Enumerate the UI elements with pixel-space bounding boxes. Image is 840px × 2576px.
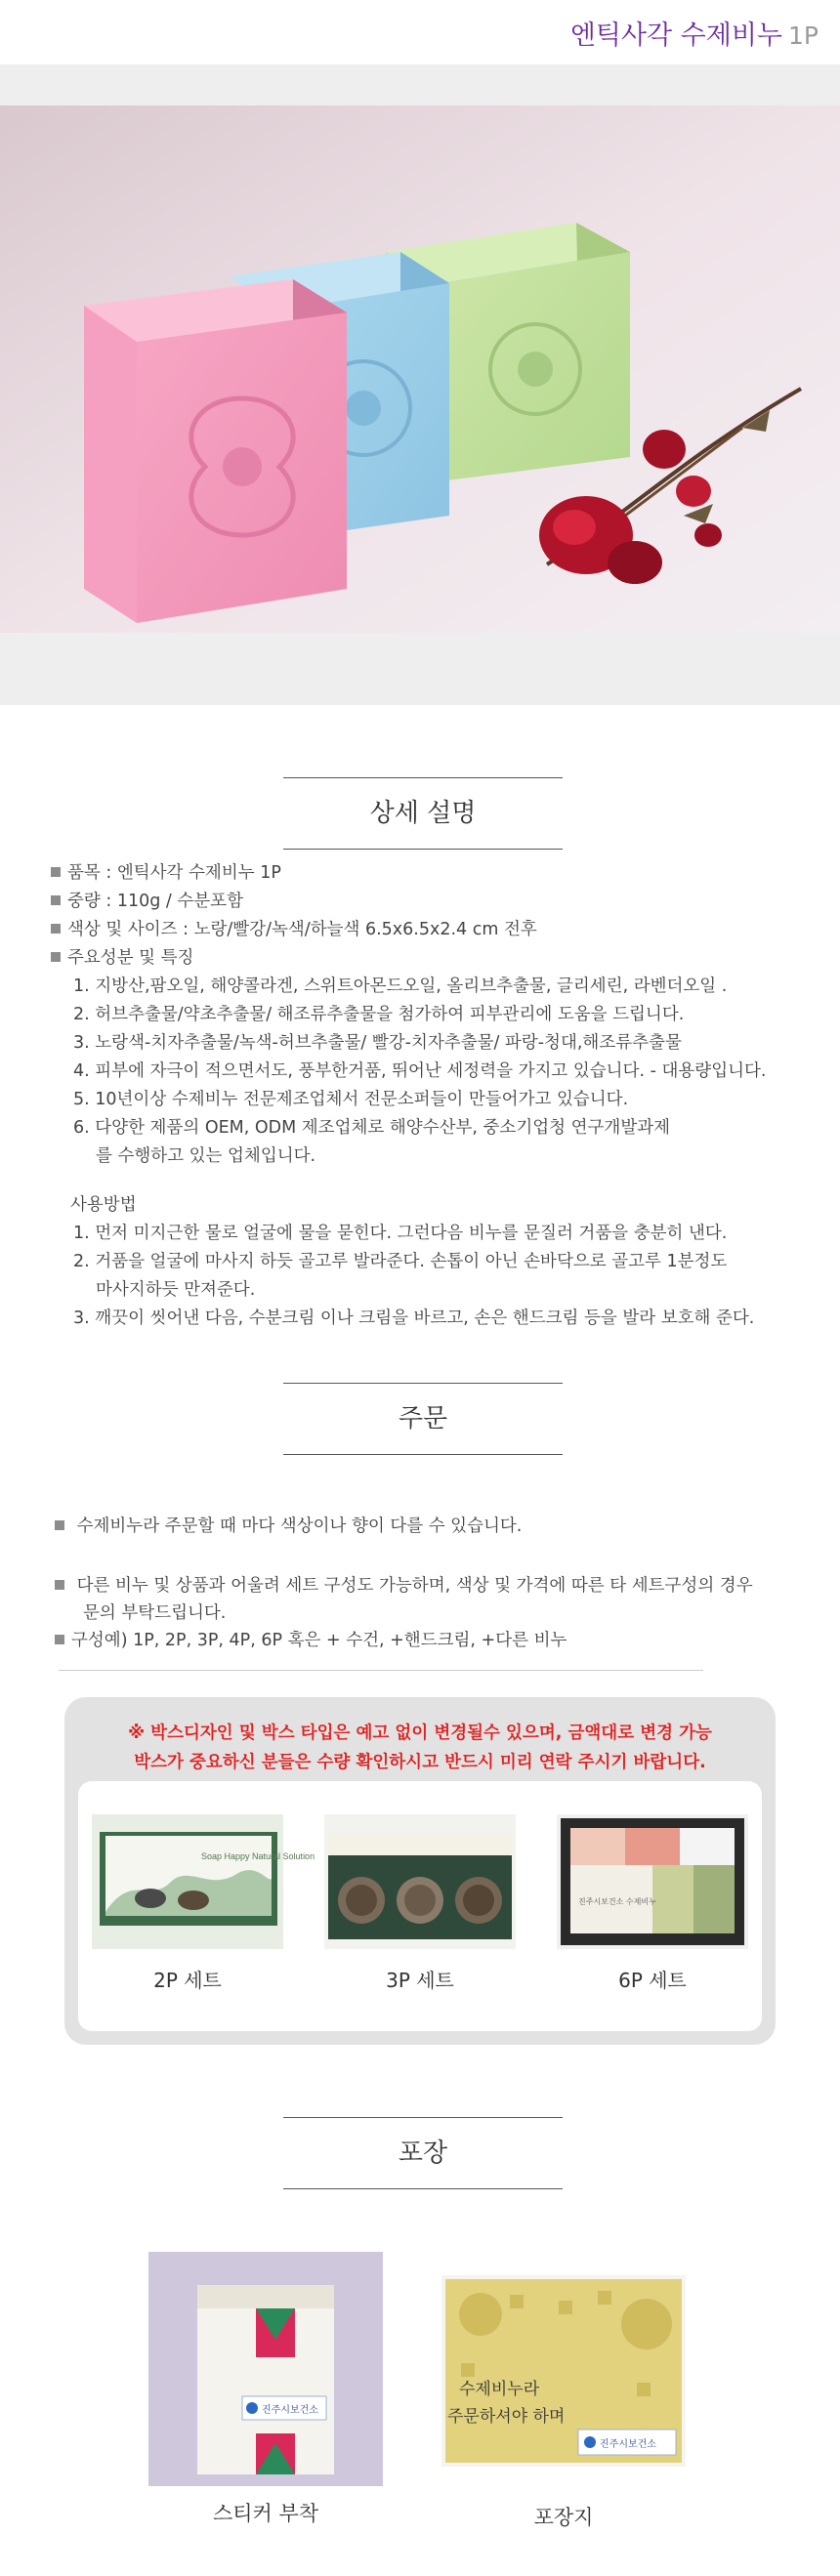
square-bullet-icon [51,895,61,905]
product-title-text: 엔틱사각 수제비누 [569,21,783,51]
product-title-suffix: 1P [788,21,819,50]
wrap-sticker-text: 진주시보건소 [600,2439,656,2450]
feature-item: 5. 10년이상 수제비누 전문제조업체서 전문소퍼들이 만들어가고 있습니다. [73,1090,629,1109]
wrap-text-1: 수제비누라 [459,2380,540,2399]
spec-text: 중량 : 110g / 수분포함 [67,892,243,911]
packaging-sticker-label: 스티커 부착 [212,2502,319,2525]
order-note-continued: 문의 부탁드립니다. [83,1603,227,1623]
box-notice [64,1719,776,1777]
set-2p [92,1814,315,1993]
packaging-sticker-image [148,2252,383,2486]
set-3p-label: 3P 세트 [386,1969,454,1992]
order-note-text: 구성예) 1P, 2P, 3P, 4P, 6P 혹은 + 수건, +핸드크림, +다른 비누 [71,1631,567,1650]
order-note-text: 수제비누라 주문할 때 마다 색상이나 향이 다를 수 있습니다. [76,1517,523,1536]
usage-step: 2. 거품을 얼굴에 마사지 하듯 골고루 발라준다. 손톱이 아닌 손바닥으로 골고루 1분정도 [73,1252,728,1271]
product-title [570,14,819,52]
spec-item [51,888,813,916]
set-3p-image [324,1814,516,1949]
usage-info [51,1191,813,1333]
set-6p-image [557,1814,748,1949]
order-note [55,1572,797,1600]
pink-soap [84,279,347,623]
detail-info [51,859,813,1171]
spec-item [51,859,813,888]
packaging-sticker [148,2252,383,2527]
wrap-text-2: 주문하셔야 하며 [447,2407,566,2427]
packaging-wrap-label: 포장지 [533,2506,594,2529]
usage-title: 사용방법 [70,1195,137,1215]
usage-step: 3. 깨끗이 씻어낸 다음, 수분크림 이나 크림을 바르고, 손은 핸드크림 등을 발라 보호해 준다. [73,1309,755,1328]
set-3p [324,1814,516,1993]
order-notes [55,1513,797,1540]
packaging-heading: 포장 [283,2117,563,2189]
square-bullet-icon [55,1635,64,1644]
spec-item [51,944,813,973]
notice-line: ※ 박스디자인 및 박스 타입은 예고 없이 변경될수 있으며, 금액대로 변경 가능 [128,1724,712,1743]
square-bullet-icon [51,924,61,934]
order-heading: 주문 [283,1383,563,1455]
feature-item: 1. 지방산,팜오일, 해양콜라겐, 스위트아몬드오일, 올리브추출물, 글리세린, 라벤더오일 . [73,976,728,996]
spec-text: 색상 및 사이즈 : 노랑/빨강/녹색/하늘색 6.5x6.5x2.4 cm 전후 [67,920,537,939]
set-2p-label: 2P 세트 [153,1969,222,1992]
set-2p-box-text: Soap Happy Natural Solution [201,1851,315,1861]
packaging-wrap [441,2275,686,2531]
spec-item [51,916,813,944]
set-2p-image [92,1814,315,1949]
order-notes-2 [55,1572,797,1654]
packaging-wrap-image [441,2275,686,2467]
usage-step-continued: 마사지하듯 만져준다. [96,1280,256,1300]
square-bullet-icon [51,867,61,877]
set-6p-box-text: 진주시보건소 수제비누 [578,1897,656,1906]
feature-item: 6. 다양한 제품의 OEM, ODM 제조업체로 해양수산부, 중소기업청 연구개발과제 [73,1118,671,1138]
square-bullet-icon [55,1520,64,1530]
sticker-text: 진주시보건소 [262,2405,318,2416]
feature-item: 2. 허브추출물/약초추출물/ 해조류추출물을 첨가하여 피부관리에 도움을 드립니다. [73,1005,685,1024]
detail-heading: 상세 설명 [283,777,563,850]
set-gallery [78,1781,762,2031]
usage-step: 1. 먼저 미지근한 물로 얼굴에 물을 묻힌다. 그런다음 비누를 문질러 거품을 충분히 낸다. [73,1224,728,1243]
notice-line: 박스가 중요하신 분들은 수량 확인하시고 반드시 미리 연락 주시기 바랍니다. [134,1753,706,1772]
order-note-text: 다른 비누 및 상품과 어울려 세트 구성도 가능하며, 색상 및 가격에 따른 타 세트구성의 경우 [76,1576,753,1596]
feature-item: 3. 노랑색-치자추출물/녹색-허브추출물/ 빨강-치자추출물/ 파랑-청대,해조류추출물 [73,1033,682,1053]
order-note [55,1513,797,1540]
order-note [55,1627,797,1654]
order-divider [59,1670,703,1671]
feature-item-continued: 를 수행하고 있는 업체입니다. [96,1146,316,1166]
box-notice-panel [64,1697,776,2045]
header [0,0,840,64]
set-6p-label: 6P 세트 [618,1969,687,1992]
spec-text: 품목 : 엔틱사각 수제비누 1P [67,863,281,883]
spec-text: 주요성분 및 특징 [67,948,194,968]
hero-product-photo [0,105,840,633]
feature-item: 4. 피부에 자극이 적으면서도, 풍부한거품, 뛰어난 세정력을 가지고 있습니다. - 대용량입니다. [73,1061,767,1081]
square-bullet-icon [51,952,61,962]
set-6p [557,1814,748,1993]
square-bullet-icon [55,1580,64,1590]
